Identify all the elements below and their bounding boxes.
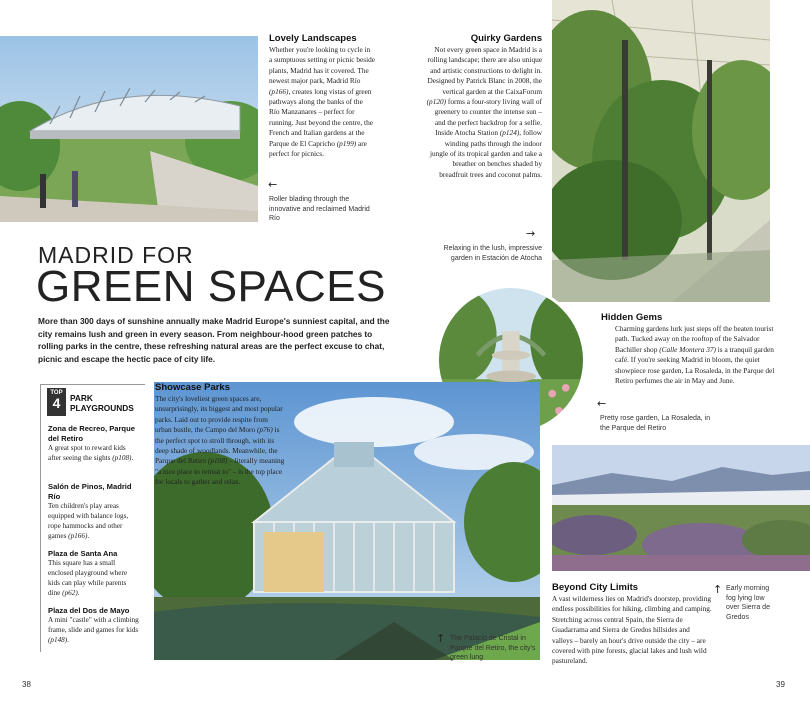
- arrow-right-icon: →: [526, 227, 536, 240]
- top4-badge: [47, 388, 66, 416]
- top4-item-end: .: [67, 635, 69, 644]
- quirky-body-c: , follow winding paths through the indoor jungle of its tropical garden and take a breather on benches shaded by breadfruit trees and coconut palms.: [429, 128, 542, 179]
- heading-line-1: MADRID FOR: [38, 242, 194, 268]
- top4-item-end: .: [131, 453, 134, 462]
- top4-item-3: [48, 549, 140, 599]
- top4-item-text: A mini "castle" with a climbing frame, slide and games for kids: [48, 616, 139, 634]
- hidden-ref-1: (Calle Montera 37): [659, 344, 716, 354]
- lovely-landscapes-body: [269, 45, 375, 159]
- top4-badge-number: 4: [52, 395, 61, 411]
- quirky-gardens-caption: Relaxing in the lush, impressive garden in Estación de Atocha: [443, 245, 542, 262]
- intro-paragraph: More than 300 days of sunshine annually make Madrid Europe's sunniest capital, and the city remains lush and green in every season. From neighbour-hood green patches to rolling parks in the centre, these refreshing natural areas are the perfect excuse to chat, picnic and escape the hectic pace of city life.: [38, 316, 390, 364]
- hidden-gems-body: [615, 324, 775, 386]
- showcase-body-a: The city's loveliest green spaces are, unsurprisingly, its biggest and most popular parks. Laid out to provide respite from urban bustle, the Campo del Moro: [155, 394, 283, 435]
- lovely-landscapes-title: Lovely Landscapes: [269, 33, 357, 44]
- beyond-city-limits-body: A vast wilderness lies on Madrid's doorstep, providing endless possibilities for hiking, climbing and camping. Stretching across central Spain, the Sierra de Guadarrama and Sierra de Gredos hillsides and valleys – barely an hour's drive outside the city – are covered with pine forests, glacial lakes and lush wild pastureland.: [552, 594, 712, 666]
- showcase-body-c: – literally meaning "a nice place to retreat to" – is the top place for locals to gather and relax.: [155, 456, 285, 487]
- top4-badge-label: TOP: [50, 390, 63, 396]
- quirky-body-a: Not every green space in Madrid is a rolling landscape; there are also unique and artistic constructions to delight in. Designed by Patrick Blanc in 2008, the vertical garden at the CaixaForum: [427, 45, 542, 96]
- showcase-ref-1: (p76): [256, 425, 273, 435]
- top4-item-1: [48, 424, 140, 464]
- showcase-ref-2: (p108): [207, 456, 228, 466]
- top4-item-text: This square has a small enclosed playground where kids can play while parents dine: [48, 559, 128, 597]
- beyond-caption: Early morning fog lying low over Sierra de Gredos: [726, 585, 770, 621]
- top4-item-body: [48, 559, 140, 599]
- top4-item-ref: (p108): [112, 453, 132, 462]
- top4-item-end: .: [87, 531, 90, 540]
- showcase-parks-body: [155, 394, 286, 488]
- lovely-body-c: are perfect for picnics.: [269, 138, 367, 159]
- lovely-body-b: , creates long vistas of green pathways along the banks of the Río Manzanares – perfect for running. Just beyond the centre, the French and Italian gardens at the Parque de El Capricho: [269, 86, 373, 148]
- top4-item-text: A great spot to reward kids after seeing the sights: [48, 444, 126, 462]
- hidden-gems-caption: Pretty rose garden, La Rosaleda, in the Parque del Retiro: [600, 415, 711, 432]
- arrow-left-icon: ←: [597, 397, 607, 410]
- top4-item-name: Plaza de Santa Ana: [48, 549, 118, 558]
- top4-item-name: Plaza del Dos de Mayo: [48, 606, 130, 615]
- lovely-body-a: Whether you're looking to cycle in a sumptuous setting or picnic beside plants, Madrid has it covered. The newest major park, Madrid Río: [269, 45, 375, 86]
- top4-item-name: Salón de Pinos, Madrid Río: [48, 482, 132, 501]
- quirky-gardens-body: [425, 45, 542, 180]
- top4-item-name: Zona de Recreo, Parque del Retiro: [48, 424, 135, 443]
- top4-title-line-2: PLAYGROUNDS: [70, 403, 134, 413]
- top4-item-2: [48, 482, 140, 542]
- lovely-landscapes-caption: Roller blading through the innovative and reclaimed Madrid Río: [269, 196, 370, 223]
- top4-item-ref: (p166): [68, 531, 88, 540]
- top4-item-ref: (p62): [62, 588, 78, 597]
- page-number-left: 38: [22, 680, 31, 689]
- showcase-body-b: is the perfect spot to stroll through, with its deep shade of woodlands. Meanwhile, the Parque del Retiro: [155, 425, 280, 466]
- quirky-gardens-title: Quirky Gardens: [470, 33, 542, 44]
- beyond-city-limits-title: Beyond City Limits: [552, 582, 639, 593]
- page-number-right: 39: [776, 680, 785, 689]
- showcase-parks-title: Showcase Parks: [155, 382, 230, 393]
- sierra-de-gredos-photo: [552, 445, 810, 571]
- hidden-body-a: Charming gardens lurk just steps off the beaten tourist path. Tucked away on the rooftop of the Salvador Bachiller shop: [615, 324, 774, 354]
- heading-line-2: GREEN SPACES: [36, 262, 386, 311]
- top4-item-text: Ten children's play areas equipped with balance logs, rope hammocks and other games: [48, 502, 129, 540]
- top4-item-body: [48, 502, 140, 542]
- lovely-ref-1: (p166): [269, 86, 289, 96]
- top4-item-end: .: [77, 588, 80, 597]
- top4-title-line-1: PARK: [70, 393, 93, 403]
- hidden-gems-title: Hidden Gems: [601, 312, 663, 323]
- quirky-ref-1: (p120): [426, 97, 447, 107]
- arrow-left-icon: ←: [268, 178, 278, 191]
- atocha-garden-photo: [552, 0, 770, 302]
- quirky-ref-2: (p124): [499, 128, 520, 138]
- hidden-body-b: is a tranquil garden café. If you're seeking Madrid in bloom, the quiet showpiece rose garden, La Rosaleda, in the Parque del Retiro perfumes the air in May and June.: [615, 344, 775, 386]
- top4-item-ref: (p148): [48, 635, 68, 644]
- arrow-up-icon: ↑: [713, 583, 723, 596]
- top4-item-body: [48, 616, 140, 646]
- quirky-body-b: forms a four-story living wall of greenery to counter the intense sun – and the perfect backdrop for a selfie. Inside Atocha Station: [434, 97, 542, 138]
- palacio-caption: The Palacio de Cristal in Parque del Retiro, the city's green lung: [450, 635, 536, 662]
- arrow-up-icon: ↑: [436, 632, 446, 645]
- top4-title: [70, 393, 134, 413]
- top4-item-body: [48, 444, 140, 464]
- lovely-ref-2: (p199): [336, 138, 357, 148]
- top4-item-4: [48, 606, 140, 646]
- madrid-rio-photo: [0, 36, 258, 222]
